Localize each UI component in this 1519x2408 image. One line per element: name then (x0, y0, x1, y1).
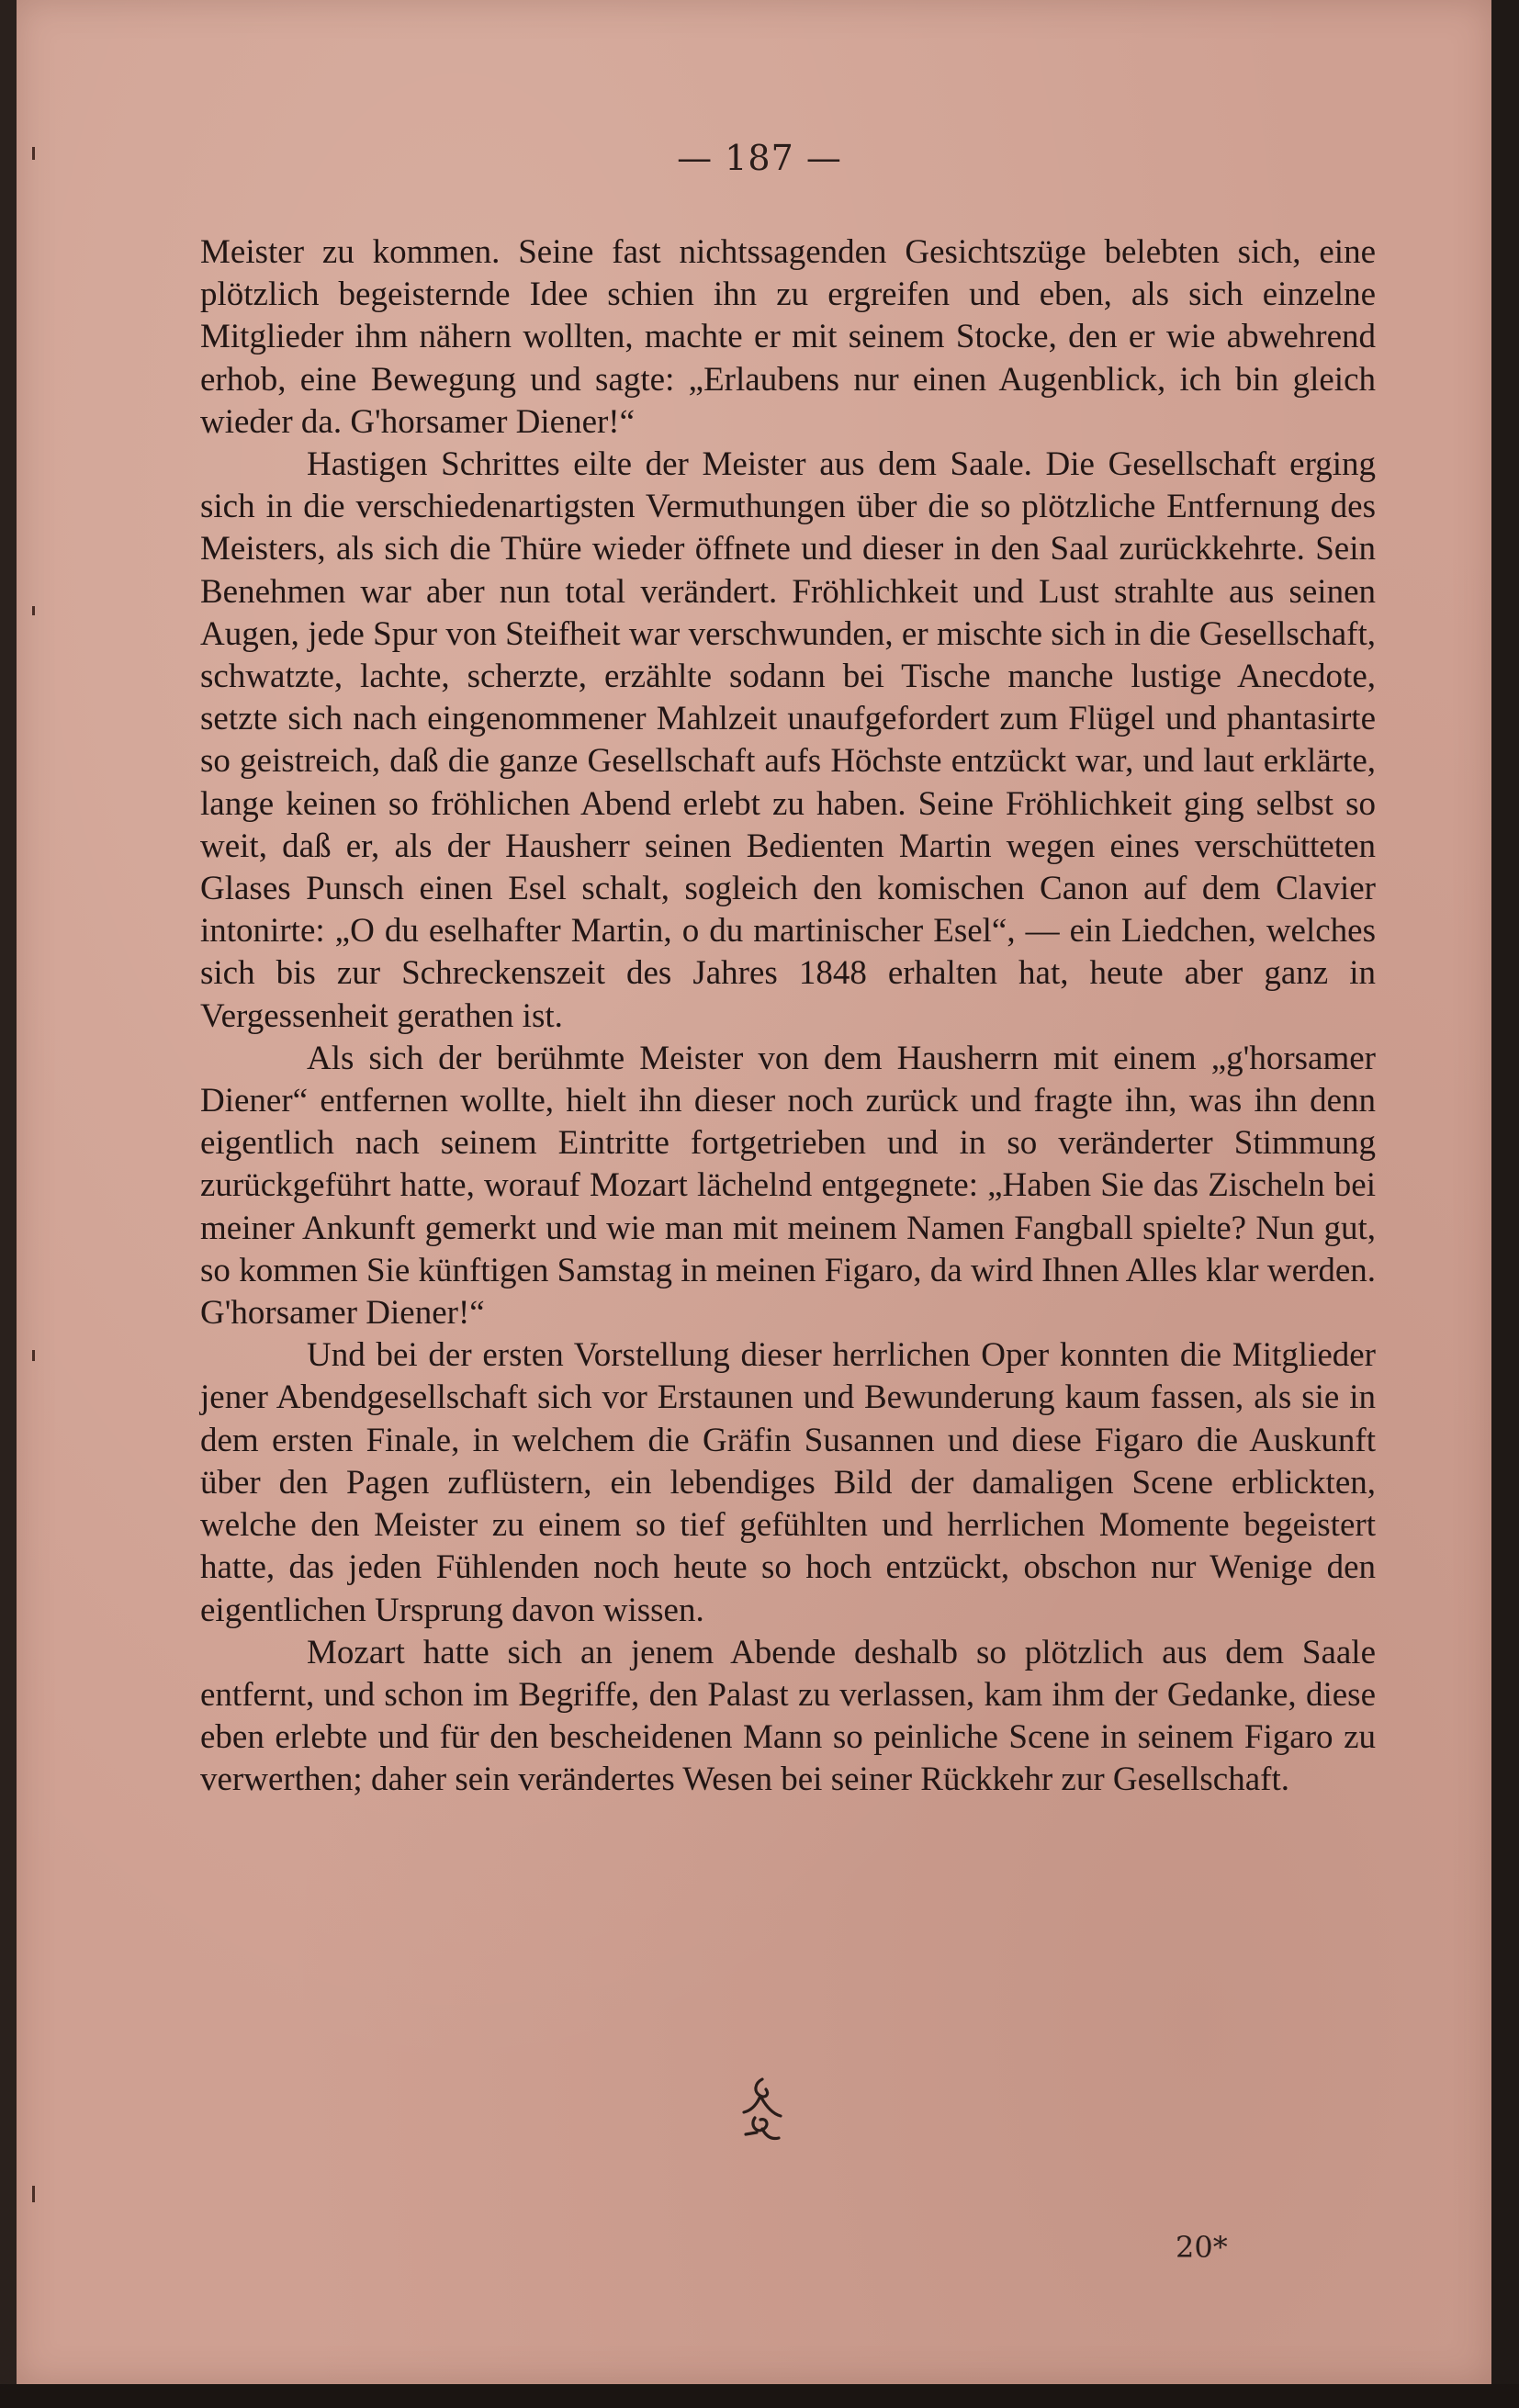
scan-border-bottom (0, 2384, 1519, 2408)
paragraph-5: Mozart hatte sich an jenem Abende deshalb so plötzlich aus dem Saale entfernt, und schon im Begriffe, den Palast zu verlassen, kam ihm der Gedanke, diese eben erlebte und für den bescheidenen Mann so peinliche Scene in seinem Figaro zu verwerthen; daher sein verändertes Wesen bei seiner Rückkehr zur Gesellschaft. (200, 1633, 1376, 1799)
page-binding-edge (31, 0, 37, 2384)
paragraph-3: Als sich der berühmte Meister von dem Hausherrn mit einem „g'horsamer Diener“ entfernen wollte, hielt ihn dieser noch zurück und fragte ihn, was ihn denn eigentlich nach seinem Eintritte fortgetrieben und in so veränderter Stimmung zurückgeführt hatte, worauf Mozart lächelnd entgegnete: „Haben Sie das Zischeln bei meiner Ankunft gemerkt und wie man mit meinem Namen Fangball spielte? Nun gut, so kommen Sie künftigen Samstag in meinen Figaro, da wird Ihnen Alles klar werden. G'horsamer Diener!“ (200, 1039, 1376, 1333)
paragraph-1: Meister zu kommen. Seine fast nichtssagenden Gesichtszüge belebten sich, eine plötzlich begeisternde Idee schien ihn zu ergreifen und eben, als sich einzelne Mitglieder ihm nähern wollten, machte er mit seinem Stocke, den er wie abwehrend erhob, eine Bewegung und sagte: „Erlaubens nur einen Augenblick, ich bin gleich wieder da. G'horsamer Diener!“ (200, 233, 1376, 441)
signature-mark: 20* (1176, 2230, 1228, 2265)
paragraph-2: Hastigen Schrittes eilte der Meister aus dem Saale. Die Gesellschaft erging sich in die verschiedenartigsten Vermuthungen über die so plötzliche Entfernung des Meisters, als sich die Thüre wieder öffnete und dieser in den Saal zurückkehrte. Sein Benehmen war aber nun total verändert. Fröhlichkeit und Lust strahlte aus seinen Augen, jede Spur von Steifheit war verschwunden, er mischte sich in die Gesellschaft, schwatzte, lachte, scherzte, erzählte sodann bei Tische manche lustige Anecdote, setzte sich nach eingenommener Mahlzeit unaufgefordert zum Flügel und phantasirte so geistreich, daß die ganze Gesellschaft aufs Höchste entzückt war, und laut erklärte, lange keinen so fröhlichen Abend erlebt zu haben. Seine Fröhlichkeit ging selbst so weit, daß er, als der Hausherr seinen Bedienten Martin wegen eines verschütteten Glases Punsch einen Esel schalt, sogleich den komischen Canon auf dem Clavier intonirte: „O du eselhafter Martin, o du martinischer Esel“, — ein Liedchen, welches sich bis zur Schreckenszeit des Jahres 1848 erhalten hat, heute aber ganz in Vergessenheit gerathen ist. (200, 445, 1376, 1035)
paragraph-4: Und bei der ersten Vorstellung dieser herrlichen Oper konnten die Mitglieder jener Abendgesellschaft sich vor Erstaunen und Bewunderung kaum fassen, als sie in dem ersten Finale, in welchem die Gräfin Susannen und diese Figaro die Auskunft über den Pagen zuflüstern, ein lebendiges Bild der damaligen Scene erblickten, welche den Meister zu einem so tief gefühlten und herrlichen Momente begeistert hatte, das jeden Fühlenden noch heute so hoch entzückt, obschon nur Wenige den eigentlichen Ursprung davon wissen. (200, 1336, 1376, 1629)
fleuron-ornament-icon (735, 2074, 790, 2147)
scan-border-right (1491, 0, 1519, 2408)
page-number: — 187 — (677, 138, 842, 178)
page-body-text (200, 231, 1376, 1802)
